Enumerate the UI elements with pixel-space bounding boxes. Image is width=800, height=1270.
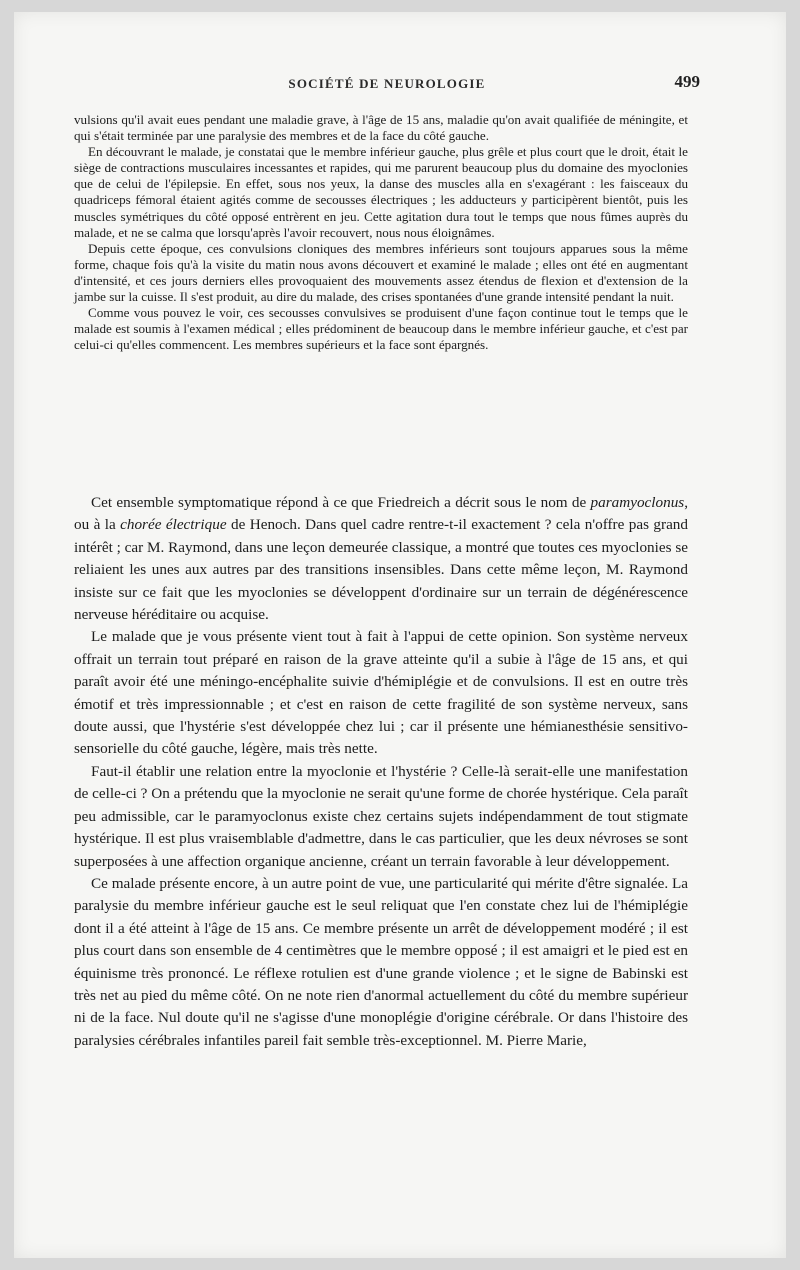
italic-term: chorée électrique [120,516,227,534]
page-number: 499 [674,72,700,91]
page-header [74,72,700,96]
text-run: Cet ensemble symptomatique répond à ce que Friedreich a décrit sous le nom de [91,494,591,511]
text-run: de Henoch. Dans quel cadre rentre-t-il exactement ? cela n'offre pas grand intérêt ; car M. Raymond, dans une leçon demeurée classique, a montré que toutes ces myoclonies se reliaient les unes aux autres par des transitions insensibles. Dans cette même leçon, M. Raymond insiste sur ce fait que les myoclonies se développent d'ordinaire sur un terrain de dégénérescence nerveuse héréditaire ou acquise. [74,516,688,624]
italic-term: paramyoclonus [590,494,685,511]
body-paragraph: Faut-il établir une relation entre la myoclonie et l'hystérie ? Celle-là serait-elle une manifestation de celle-ci ? On a prétendu que la myoclonie ne serait qu'une forme de chorée hystérique. Cela paraît peu admissible, car le paramyoclonus existe chez certains sujets indépendamment de tout stigmate hystérique. Il est plus vraisemblable d'admettre, dans le cas particulier, que les deux névroses se sont superposées à une affection organique ancienne, créant un terrain favorable à leur développement. [74,762,688,870]
quote-paragraph: Comme vous pouvez le voir, ces secousses convulsives se produisent d'une façon continue tout le temps que le malade est soumis à l'examen médical ; elles prédominent de beaucoup dans le membre inférieur gauche, et c'est par celui-ci qu'elles commencent. Les membres supérieurs et la face sont épargnés. [74,305,688,353]
main-text [74,492,688,1052]
body-paragraph [74,492,688,626]
body-paragraph: Le malade que je vous présente vient tout à fait à l'appui de cette opinion. Son système nerveux offrait un terrain tout préparé en raison de la grave atteinte qu'il a subie à l'âge de 15 ans, et qui paraît avoir été une méningo-encéphalite suivie d'hémiplégie et de convulsions. Il est en outre très émotif et très impressionnable ; et c'est en raison de cette fragilité de son système nerveux, sans doute aussi, que l'hystérie s'est développée chez lui ; car il présente une hémianesthésie sensitivo-sensorielle du côté gauche, légère, mais très nette. [74,628,688,758]
quote-paragraph: Depuis cette époque, ces convulsions cloniques des membres inférieurs sont toujours apparues sous la même forme, chaque fois qu'à la visite du matin nous avons découvert et examiné le malade ; elles ont été en augmentant d'intensité, et ces jours derniers elles provoquaient des mouvements assez étendus de flexion et d'extension de la jambe sur la cuisse. Il s'est produit, au dire du malade, des crises spontanées d'une grande intensité pendant la nuit. [74,240,688,305]
quoted-observation [74,112,688,353]
body-paragraph: Ce malade présente encore, à un autre point de vue, une particularité qui mérite d'être signalée. La paralysie du membre inférieur gauche est le seul reliquat que l'en constate chez lui de l'hémiplégie dont il a été atteint à l'âge de 15 ans. Ce membre présente un arrêt de développement modéré ; il est plus court dans son ensemble de 4 centimètres que le membre opposé ; il est amaigri et le pied est en équinisme très prononcé. Le réflexe rotulien est d'une grande violence ; et le signe de Babinski est très net au pied du même côté. On ne note rien d'anormal actuellement du côté du membre supérieur ni de la face. Nul doute qu'il ne s'agisse d'une monoplégie d'origine cérébrale. Or dans l'histoire des paralysies cérébrales infantiles pareil fait semble très-exceptionnel. M. Pierre Marie, [74,874,688,1049]
running-head: SOCIÉTÉ DE NEUROLOGIE [288,76,486,91]
quote-paragraph: vulsions qu'il avait eues pendant une maladie grave, à l'âge de 15 ans, maladie qu'on avait qualifiée de méningite, et qui s'était terminée par une paralysie des membres et de la face du côté gauche. [74,112,688,144]
book-page [14,12,786,1258]
text-run: , ou à la [74,494,688,534]
quote-paragraph: En découvrant le malade, je constatai que le membre inférieur gauche, plus grêle et plus court que le droit, était le siège de contractions musculaires incessantes et rapides, qui me parurent beaucoup plus du domaine des myoclonies que de celui de l'épilepsie. En effet, sous nos yeux, la danse des muscles alla en s'exagérant : les faisceaux du quadriceps fémoral étaient agités comme de secousses électriques ; les adducteurs y participèrent bientôt, puis les muscles symétriques du côté opposé entrèrent en jeu. Cette agitation dura tout le temps que nous fûmes auprès du malade, et ne se calma que lorsqu'après l'avoir recouvert, nous nous éloignâmes. [74,144,688,240]
